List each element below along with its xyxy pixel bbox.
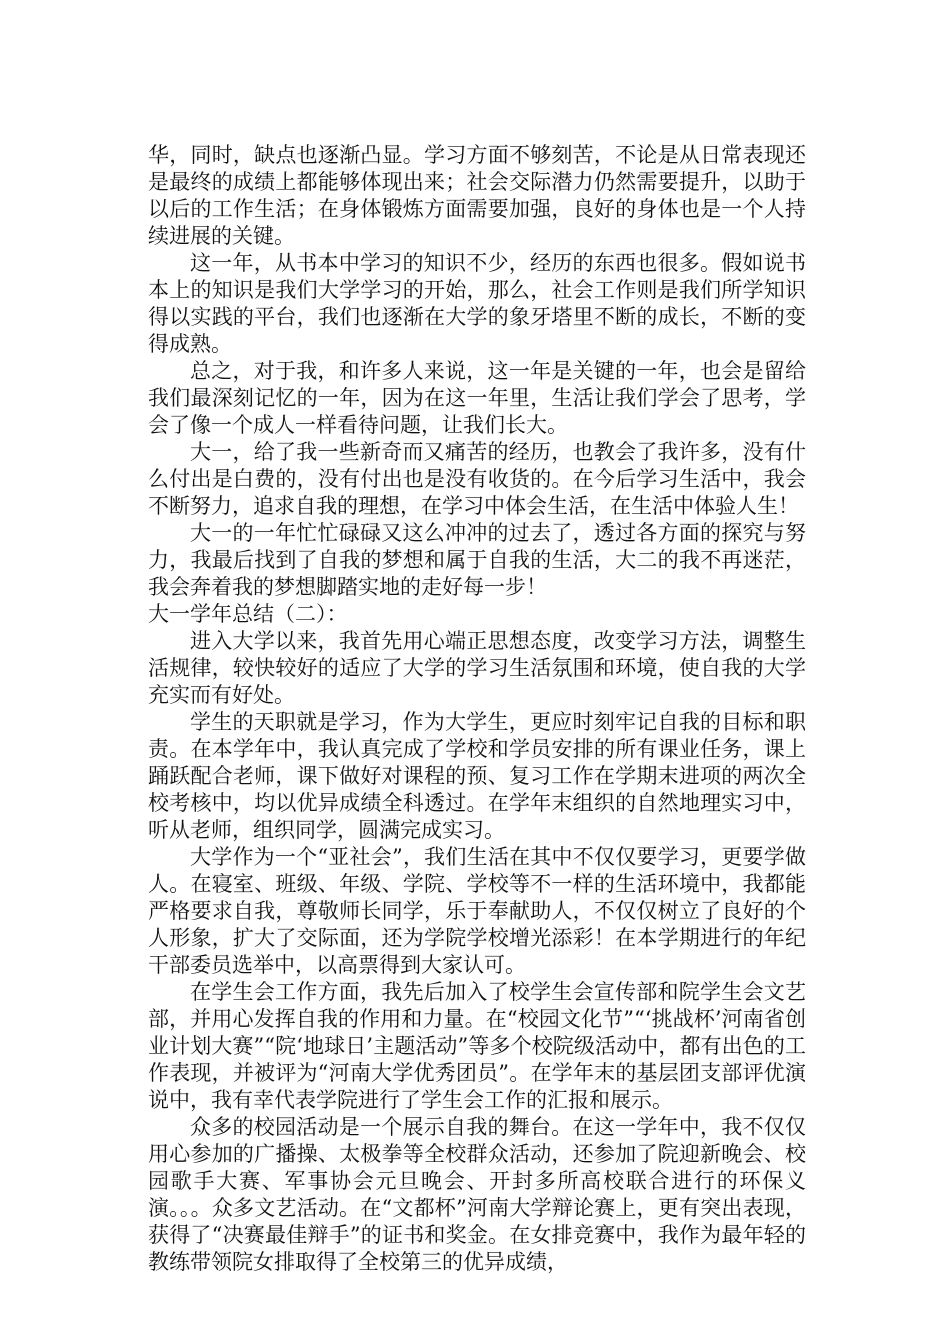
paragraph-summary: 总之，对于我，和许多人来说，这一年是关键的一年，也会是留给我们最深刻记忆的一年，因为在这一年里，生活让我们学会了思考，学会了像一个成人一样看待问题，让我们长大。 bbox=[148, 359, 806, 437]
paragraph-student-union: 在学生会工作方面，我先后加入了校学生会宣传部和院学生会文艺部，并用心发挥自我的作用和力量。在“校园文化节”“‘挑战杯’河南省创业计划大赛”“院‘地球日’主题活动”等多个校院级活动中，都有出色的工作表现，并被评为“河南大学优秀团员”。在学年末的基层团支部评优演说中，我有幸代表学院进行了学生会工作的汇报和展示。 bbox=[148, 980, 806, 1112]
document-page bbox=[148, 142, 806, 1276]
paragraph-campus-activities: 众多的校园活动是一个展示自我的舞台。在这一学年中，我不仅仅用心参加的广播操、太极拳等全校群众活动，还参加了院迎新晚会、校园歌手大赛、军事协会元旦晚会、开封多所高校联合进行的环保义演。。。众多文艺活动。在“文都杯”河南大学辩论赛上，更有突出表现，获得了“决赛最佳辩手”的证书和奖金。在女排竞赛中，我作为最年轻的教练带领院女排取得了全校第三的优异成绩， bbox=[148, 1115, 806, 1274]
paragraph-freshman-experience: 大一，给了我一些新奇而又痛苦的经历，也教会了我许多，没有什么付出是白费的，没有付出也是没有收货的。在今后学习生活中，我会不断努力，追求自我的理想，在学习中体会生活，在生活中体验人生！ bbox=[148, 440, 806, 518]
paragraph-freshman-year-passed: 大一的一年忙忙碌碌又这么冲冲的过去了，透过各方面的探究与努力，我最后找到了自我的梦想和属于自我的生活，大二的我不再迷茫，我会奔着我的梦想脚踏实地的走好每一步！ bbox=[148, 521, 806, 599]
section-heading: 大一学年总结（二）： bbox=[148, 602, 348, 626]
paragraph-entering-university: 进入大学以来，我首先用心端正思想态度，改变学习方法，调整生活规律，较快较好的适应了大学的学习生活氛围和环境，使自我的大学充实而有好处。 bbox=[148, 629, 806, 707]
paragraph-continued: 华，同时，缺点也逐渐凸显。学习方面不够刻苦，不论是从日常表现还是最终的成绩上都能够体现出来；社会交际潜力仍然需要提升，以助于以后的工作生活；在身体锻炼方面需要加强，良好的身体也是一个人持续进展的关键。 bbox=[148, 143, 806, 248]
paragraph-study-duty: 学生的天职就是学习，作为大学生，更应时刻牢记自我的目标和职责。在本学年中，我认真完成了学校和学员安排的所有课业任务，课上踊跃配合老师，课下做好对课程的预、复习工作在学期末进项的两次全校考核中，均以优异成绩全科透过。在学年末组织的自然地理实习中，听从老师，组织同学，圆满完成实习。 bbox=[148, 710, 806, 842]
paragraph-sub-society: 大学作为一个“亚社会”，我们生活在其中不仅仅要学习，更要学做人。在寝室、班级、年级、学院、学校等不一样的生活环境中，我都能严格要求自我，尊敬师长同学，乐于奉献助人，不仅仅树立了良好的个人形象，扩大了交际面，还为学院学校增光添彩！在本学期进行的年纪干部委员选举中，以高票得到大家认可。 bbox=[148, 845, 806, 977]
paragraph-knowledge: 这一年，从书本中学习的知识不少，经历的东西也很多。假如说书本上的知识是我们大学学习的开始，那么，社会工作则是我们所学知识得以实践的平台，我们也逐渐在大学的象牙塔里不断的成长，不断的变得成熟。 bbox=[148, 251, 806, 356]
